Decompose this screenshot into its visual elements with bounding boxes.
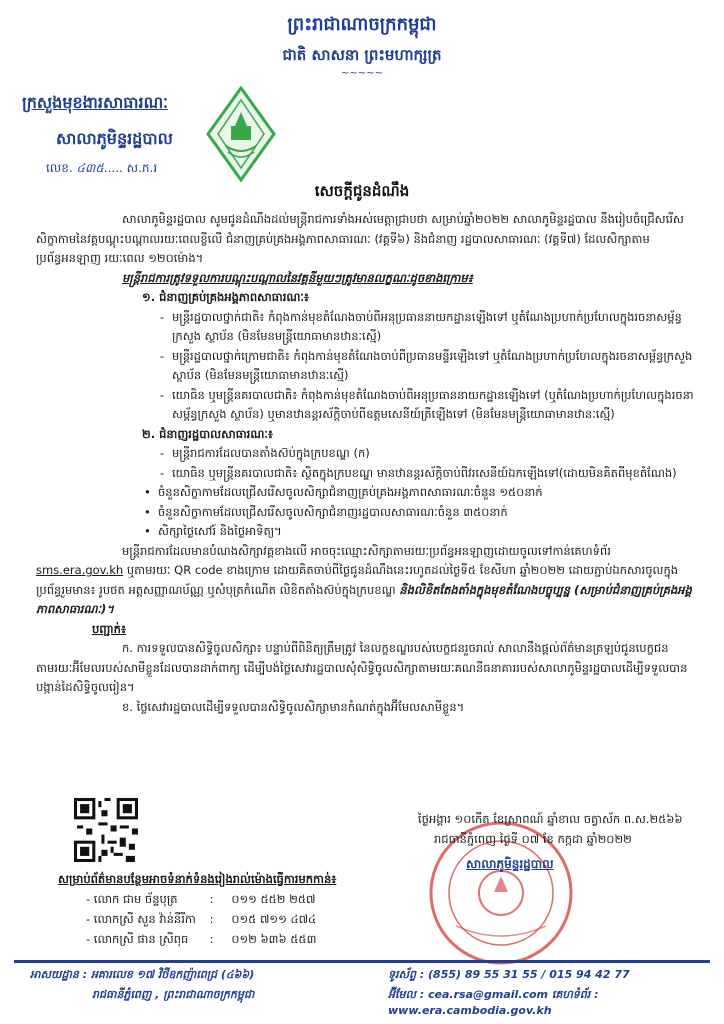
contact-phone[interactable]: ០១១ ៥៥២ ២៥៧: [231, 892, 316, 906]
contact-name: - លោក ជាម ច័ន្ទបុត្រ: [86, 892, 178, 906]
section2-item: - យោធិន ឬមន្ត្រីនគរបាលជាតិ៖ ស្ថិតក្នុងក្របខណ្ឌ មានឋានន្តរស័ក្តិចាប់ពីវរសេនីយ៍ឯកឡើងទៅ(ដោយមិនគិតពីមុខតំណែង): [36, 464, 696, 484]
footer-phone: [388, 968, 630, 984]
contact-row: [86, 892, 315, 909]
phone-number[interactable]: (855) 89 55 31 55 / 015 94 42 77: [428, 968, 630, 981]
quota-bullet: • ចំនួនសិក្ខាកាមដែលជ្រើសរើសចូលសិក្សាជំនាញគ្រប់គ្រងអង្គភាពសាធារណៈចំនួន ១៥០នាក់: [36, 483, 696, 503]
section1-item: - មន្ត្រីរដ្ឋបាលថ្នាក់ជាតិ៖ កំពុងកាន់មុខតំណែងចាប់ពីអនុប្រធាននាយកដ្ឋានឡើងទៅ ឬតំណែងប្រហាក់ប្រហែលក្នុងរចនាសម្ព័ន្ធក្រសួង ស្ថាប័ន (មិនមែនមន្ត្រីយោធាមានឋានៈស្មើ): [36, 308, 696, 347]
ref-suffix: ស.ភ.រ: [126, 161, 158, 175]
motto-ornament: ~~~~~: [341, 68, 383, 79]
registration-link[interactable]: sms.era.gov.kh: [36, 563, 124, 577]
lunar-date: ថ្ងៃអង្គារ ១០កើត ខែស្រាពណ៍ ឆ្នាំខាល ចត្វាស័ក ព.ស.២៥៦៦: [418, 812, 683, 826]
contacts-heading: សម្រាប់ព័ត៌មានបន្ថែមអាចទំនាក់ទំនងរៀងរាល់ម៉ោងធ្វើការមកកាន់៖: [58, 872, 337, 886]
contact-sep: :: [209, 932, 214, 946]
kingdom-heading: ព្រះរាជាណាចក្រកម្ពុជា: [287, 14, 437, 35]
address-label: អាសយដ្ឋាន :: [30, 968, 88, 981]
contact-name: - លោកស្រី សួន វ៉ាន់នីរីកា: [86, 912, 196, 926]
ref-label: លេខ: [46, 161, 69, 175]
signatory-org: សាលាភូមិន្ទរដ្ឋបាល: [466, 857, 554, 871]
contact-phone[interactable]: ០១៥ ៧១១ ៤៧៤: [231, 912, 317, 926]
apply-paragraph: [36, 542, 696, 620]
address-line-1: អគារលេខ ១៧ វិថីឧកញ៉ាពេជ្រ (៤៦៦): [90, 968, 255, 981]
email-label: អ៊ីមែល :: [388, 988, 425, 1001]
school-logo-icon: [206, 86, 276, 182]
website-label: គេហទំព័រ :: [551, 988, 599, 1001]
footer-address: [30, 968, 254, 984]
notice-title: សេចក្តីជូនដំណឹង: [314, 182, 410, 200]
intro-paragraph: សាលាភូមិន្ទរដ្ឋបាល សូមជូនដំណឹងដល់មន្ត្រីរាជការទាំងអស់មេត្តាជ្រាបថា សម្រាប់ឆ្នាំ២០២២ សាលាភូមិន្ទរដ្ឋបាល នឹងរៀបចំជ្រើសរើសសិក្ខាកាមនៃវគ្គបណ្តុះបណ្តាលរយៈពេលខ្លីលើ ជំនាញគ្រប់គ្រងអង្គភាពសាធារណៈ (វគ្គទី៦) និងជំនាញ រដ្ឋបាលសាធារណៈ (វគ្គទី៧) ដែលសិក្សាតាមប្រព័ន្ធអនឡាញ រយៈពេល ១២០ម៉ោង។: [36, 212, 684, 265]
section1-title: ១. ជំនាញគ្រប់គ្រងអង្គភាពសាធារណៈ៖: [142, 290, 309, 304]
requirement-line: មន្ត្រីរាជការត្រូវទទួលការបណ្តុះបណ្តាលនៃវគ្គនីមួយៗត្រូវមានលក្ខណៈដូចខាងក្រោម៖: [122, 270, 473, 285]
phone-label: ទូរស័ព្ទ :: [388, 968, 425, 981]
quota-bullet: • ចំនួនសិក្ខាកាមដែលជ្រើសរើសចូលសិក្សាជំនាញរដ្ឋបាលសាធារណៈចំនួន ៣៥០នាក់: [36, 503, 696, 523]
apply-text-3: និងលិខិតតែងតាំងក្នុងមុខតំណែងបច្ចុប្បន្ន (សម្រាប់ជំនាញគ្រប់គ្រងអង្គភាពសាធារណៈ)។: [36, 582, 692, 616]
note-b: ខ. ថ្លៃសេវារដ្ឋបាលដើម្បីទទួលបានសិទ្ធិចូលសិក្សាមានកំណត់ក្នុងអ៊ីមែលសាមីខ្លួន។: [122, 699, 465, 714]
contact-row: [86, 912, 316, 929]
contact-sep: :: [209, 912, 214, 926]
apply-text-2: ឬតាមរយៈ QR code ខាងក្រោម ដោយគិតចាប់ពីថ្ងៃជូនដំណឹងនេះរហូតដល់ថ្ងៃទី៥ ខែសីហា ឆ្នាំ២០២២ ដោយភ្ជាប់ឯកសារចូលក្នុងប្រព័ន្ធរួមមាន៖ រូបថត អត្តសញ្ញាណប័ណ្ណ ឬសំបុត្រកំណើត លិខិតតាំងស៊ប់ក្នុងក្របខណ្ឌ: [36, 563, 679, 597]
contact-name: - លោកស្រី ផាន ស្រីពុធ: [86, 932, 189, 946]
contact-phone[interactable]: ០១២ ៦៣៦ ៥៥៣: [231, 932, 317, 946]
ministry-name: ក្រសួងមុខងារសាធារណៈ: [22, 93, 168, 112]
footer-divider: [14, 960, 710, 963]
qr-code-icon[interactable]: [74, 798, 138, 862]
notice-body: [36, 210, 696, 717]
address-line-2: រាជធានីភ្នំពេញ , ព្រះរាជាណាចក្រកម្ពុជា: [92, 988, 255, 1001]
section1-item: - មន្ត្រីរដ្ឋបាលថ្នាក់ក្រោមជាតិ៖ កំពុងកាន់មុខតំណែងចាប់ពីប្រធានមន្ទីរឡើងទៅ ឬតំណែងប្រហាក់ប្រហែលក្នុងរចនាសម្ព័ន្ធក្រសួង ស្ថាប័ន (មិនមែនមន្ត្រីយោធាមានឋានៈស្មើ): [36, 347, 696, 386]
schedule-bullet: • សិក្សាថ្ងៃសៅរ៍ និងថ្ងៃអាទិត្យ។: [36, 522, 696, 542]
footer-email-web: [388, 988, 724, 1017]
contact-sep: :: [209, 892, 214, 906]
website-link[interactable]: www.era.cambodia.gov.kh: [388, 1004, 552, 1017]
school-name: សាលាភូមិន្ទរដ្ឋបាល: [56, 129, 173, 148]
contact-row: [86, 932, 316, 949]
ref-number: ៤៣៥: [76, 161, 104, 175]
national-motto: ជាតិ សាសនា ព្រះមហាក្សត្រ: [282, 46, 442, 64]
section2-item: - មន្ត្រីរាជការដែលបានតាំងស៊ប់ក្នុងក្របខណ្ឌ (ក): [36, 444, 696, 464]
reference-number: លេខ. ៤៣៥..... ស.ភ.រ: [46, 161, 158, 175]
solar-date: រាជធានីភ្នំពេញ ថ្ងៃទី ០៧ ខែ កក្កដា ឆ្នាំ២០២២: [434, 832, 632, 846]
note-a: ក. ការទទួលបានសិទ្ធិចូលសិក្សា៖ បន្ទាប់ពីពិនិត្យត្រឹមត្រូវ នៃលក្ខខណ្ឌរបស់បេក្ខជនរួចរាល់ សាលានឹងផ្តល់ព័ត៌មានត្រឡប់ជូនបេក្ខជនតាមរយៈអ៊ីមែលរបស់សាមីខ្លួនដែលបានដាក់ពាក្យ ដើម្បីបង់ថ្លៃសេវារដ្ឋបាលសុំសិទ្ធិចូលសិក្សាតាមរយៈគណនីធនាគាររបស់សាលាភូមិន្ទរដ្ឋបាលដើម្បីទទួលបានបង្កាន់ដៃសិទ្ធិចូលរៀន។: [36, 641, 688, 694]
section1-item: - យោធិន ឬមន្ត្រីនគរបាលជាតិ៖ កំពុងកាន់មុខតំណែងចាប់ពីអនុប្រធាននាយកដ្ឋានឡើងទៅ (ឬតំណែងប្រហាក់ប្រហែលក្នុងរចនាសម្ព័ន្ធក្រសួង ស្ថាប័ន) ឬមានឋានន្តរស័ក្តិចាប់ពីឧត្តមសេនីយ៍ត្រីឡើងទៅ (មិនមែនមន្ត្រីយោធាមានឋានៈស្មើ): [36, 386, 696, 425]
section2-title: ២. ជំនាញរដ្ឋបាលសាធារណៈ៖: [142, 426, 273, 441]
apply-text-1: មន្ត្រីរាជការដែលមានបំណងសិក្សាវគ្គខាងលើ អាចចុះឈ្មោះសិក្សាតាមរយៈប្រព័ន្ធអនឡាញដោយចូលទៅកាន់គេហទំព័រ: [122, 543, 611, 558]
email-address[interactable]: cea.rsa@gmail.com: [428, 988, 549, 1001]
note-title: បញ្ជាក់៖: [92, 621, 127, 636]
